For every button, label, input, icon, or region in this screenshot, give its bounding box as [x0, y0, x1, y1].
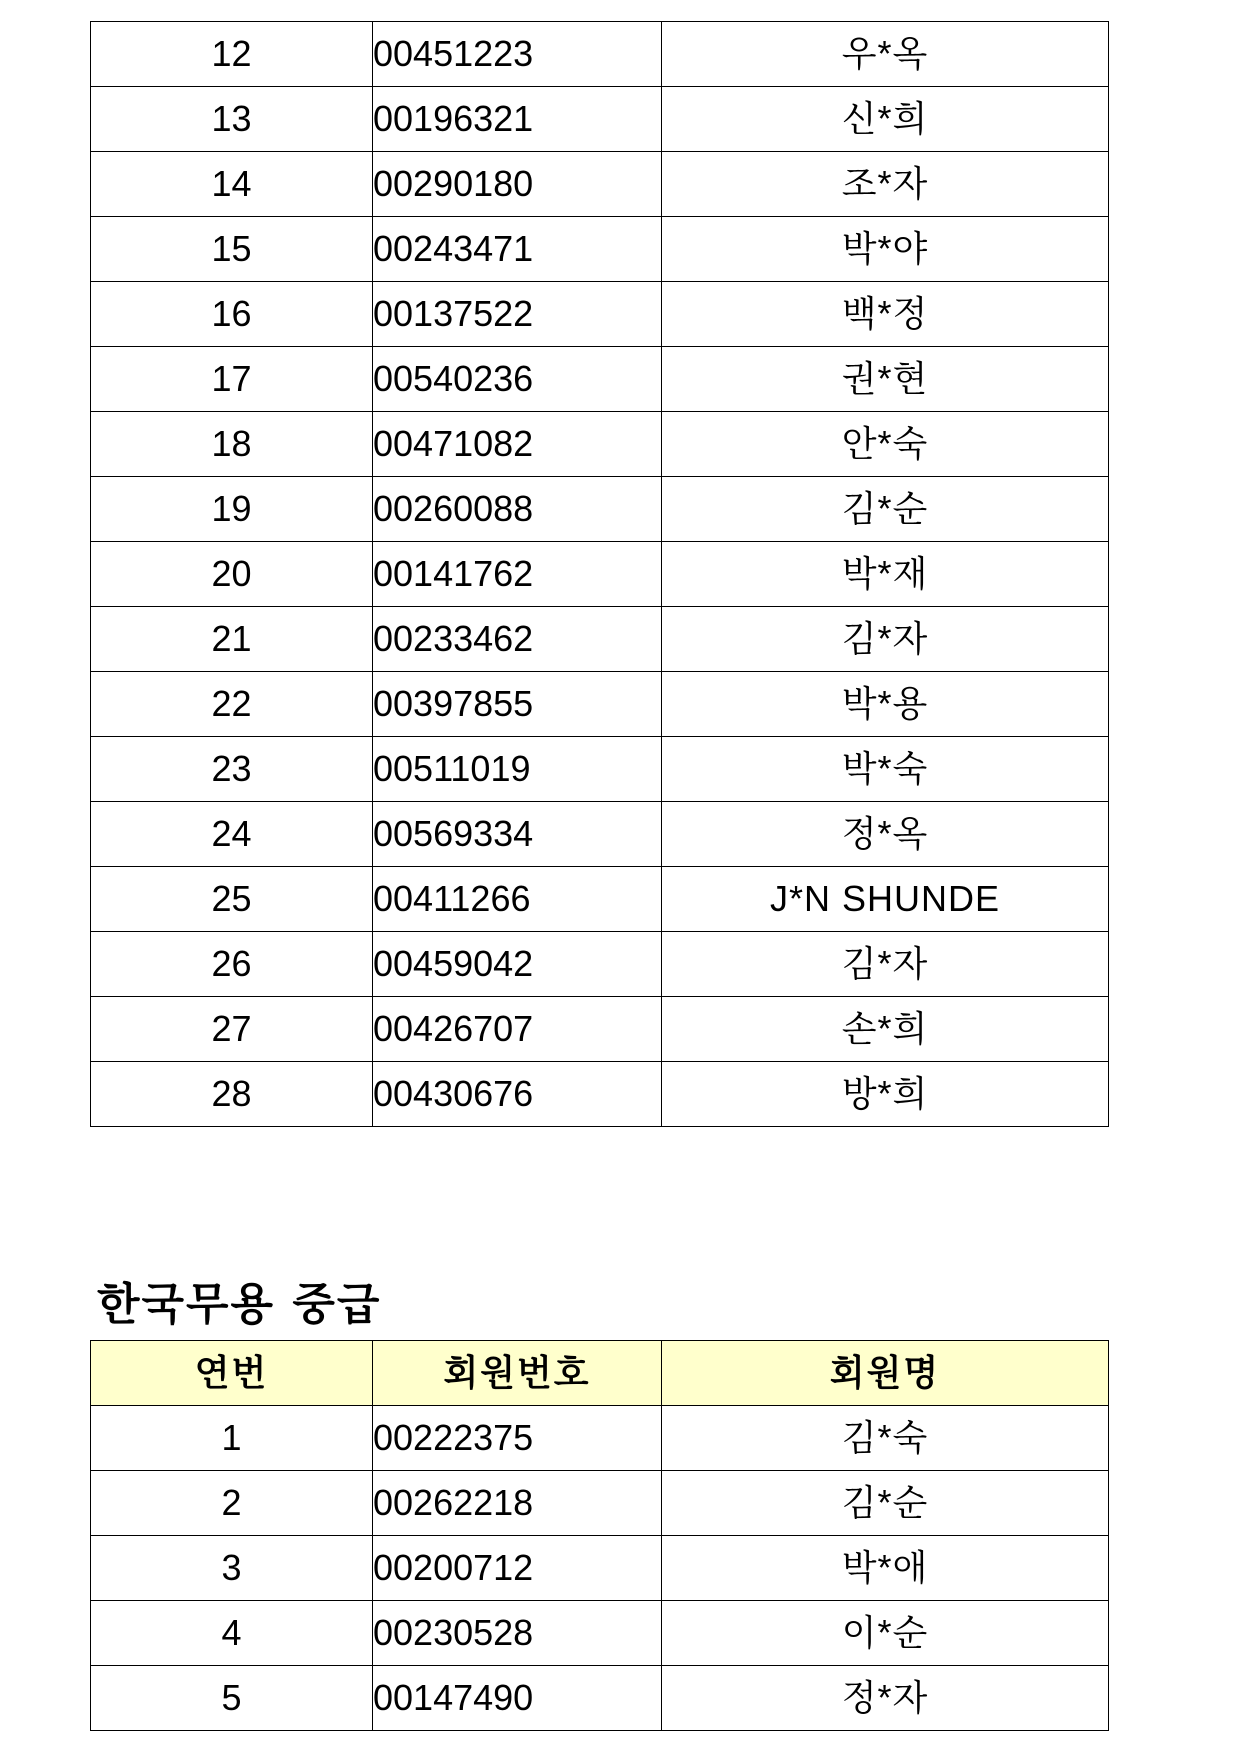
column-header-member-id: 회원번호 — [373, 1341, 662, 1406]
table-row — [91, 1471, 1109, 1536]
column-header-number: 연번 — [91, 1341, 373, 1406]
table-row — [91, 217, 1109, 282]
member-id: 00260088 — [373, 477, 662, 542]
row-number: 2 — [91, 1471, 373, 1536]
member-table — [90, 1340, 1109, 1731]
table-row — [91, 1601, 1109, 1666]
table-row — [91, 997, 1109, 1062]
member-id: 00430676 — [373, 1062, 662, 1127]
member-name: 권*현 — [662, 347, 1109, 412]
member-id: 00200712 — [373, 1536, 662, 1601]
member-name: 방*희 — [662, 1062, 1109, 1127]
member-name: 박*재 — [662, 542, 1109, 607]
member-table-continued — [90, 21, 1109, 1127]
row-number: 14 — [91, 152, 373, 217]
member-name: 백*정 — [662, 282, 1109, 347]
member-id: 00511019 — [373, 737, 662, 802]
member-id: 00290180 — [373, 152, 662, 217]
member-name: 김*자 — [662, 607, 1109, 672]
table-row — [91, 87, 1109, 152]
row-number: 3 — [91, 1536, 373, 1601]
row-number: 26 — [91, 932, 373, 997]
table-row — [91, 737, 1109, 802]
member-name: J*N SHUNDE — [662, 867, 1109, 932]
member-name: 손*희 — [662, 997, 1109, 1062]
member-name: 박*야 — [662, 217, 1109, 282]
row-number: 27 — [91, 997, 373, 1062]
column-header-member-name: 회원명 — [662, 1341, 1109, 1406]
member-id: 00243471 — [373, 217, 662, 282]
member-name: 김*자 — [662, 932, 1109, 997]
member-name: 신*희 — [662, 87, 1109, 152]
row-number: 24 — [91, 802, 373, 867]
row-number: 4 — [91, 1601, 373, 1666]
member-id: 00196321 — [373, 87, 662, 152]
table-row — [91, 802, 1109, 867]
table-row — [91, 1406, 1109, 1471]
row-number: 23 — [91, 737, 373, 802]
member-name: 우*옥 — [662, 22, 1109, 87]
row-number: 19 — [91, 477, 373, 542]
row-number: 15 — [91, 217, 373, 282]
member-name: 이*순 — [662, 1601, 1109, 1666]
table-row — [91, 1536, 1109, 1601]
table-row — [91, 412, 1109, 477]
table-row — [91, 672, 1109, 737]
member-name: 정*옥 — [662, 802, 1109, 867]
table-row — [91, 282, 1109, 347]
table-row — [91, 477, 1109, 542]
member-id: 00411266 — [373, 867, 662, 932]
table-header-row — [91, 1341, 1109, 1406]
member-id: 00540236 — [373, 347, 662, 412]
member-name: 조*자 — [662, 152, 1109, 217]
member-name: 박*애 — [662, 1536, 1109, 1601]
member-name: 김*숙 — [662, 1406, 1109, 1471]
table-row — [91, 867, 1109, 932]
member-name: 안*숙 — [662, 412, 1109, 477]
table-row — [91, 932, 1109, 997]
row-number: 20 — [91, 542, 373, 607]
row-number: 21 — [91, 607, 373, 672]
table-row — [91, 347, 1109, 412]
member-name: 김*순 — [662, 477, 1109, 542]
member-id: 00459042 — [373, 932, 662, 997]
table-row — [91, 542, 1109, 607]
member-id: 00397855 — [373, 672, 662, 737]
row-number: 13 — [91, 87, 373, 152]
table-row — [91, 22, 1109, 87]
member-id: 00426707 — [373, 997, 662, 1062]
member-name: 정*자 — [662, 1666, 1109, 1731]
member-id: 00451223 — [373, 22, 662, 87]
member-id: 00230528 — [373, 1601, 662, 1666]
row-number: 5 — [91, 1666, 373, 1731]
table-row — [91, 607, 1109, 672]
member-id: 00147490 — [373, 1666, 662, 1731]
table-row — [91, 1062, 1109, 1127]
table-row — [91, 152, 1109, 217]
member-name: 박*숙 — [662, 737, 1109, 802]
member-id: 00222375 — [373, 1406, 662, 1471]
member-id: 00137522 — [373, 282, 662, 347]
row-number: 22 — [91, 672, 373, 737]
member-id: 00569334 — [373, 802, 662, 867]
row-number: 16 — [91, 282, 373, 347]
member-id: 00141762 — [373, 542, 662, 607]
row-number: 17 — [91, 347, 373, 412]
row-number: 1 — [91, 1406, 373, 1471]
section-title: 한국무용 중급 — [97, 1279, 382, 1330]
row-number: 12 — [91, 22, 373, 87]
member-id: 00233462 — [373, 607, 662, 672]
row-number: 18 — [91, 412, 373, 477]
member-id: 00262218 — [373, 1471, 662, 1536]
member-name: 박*용 — [662, 672, 1109, 737]
row-number: 25 — [91, 867, 373, 932]
row-number: 28 — [91, 1062, 373, 1127]
member-name: 김*순 — [662, 1471, 1109, 1536]
table-row — [91, 1666, 1109, 1731]
member-id: 00471082 — [373, 412, 662, 477]
